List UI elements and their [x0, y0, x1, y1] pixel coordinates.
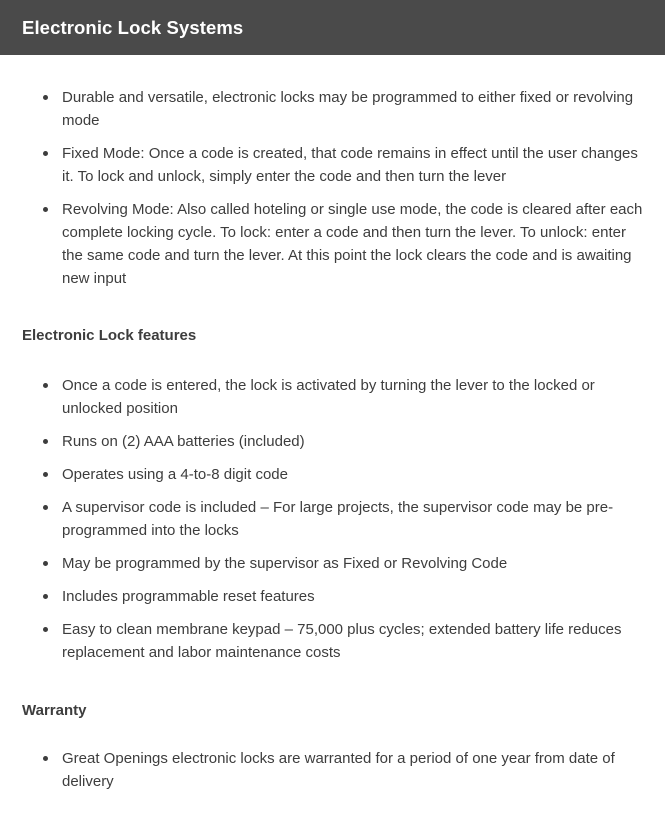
- list-item: [0, 747, 665, 793]
- list-item-text: Operates using a 4-to-8 digit code: [62, 466, 288, 483]
- bullet-icon: [43, 472, 48, 477]
- bullet-icon: [43, 561, 48, 566]
- bullet-icon: [43, 756, 48, 761]
- list-item-text: Once a code is entered, the lock is activated by turning the lever to the locked or unlocked position: [62, 377, 595, 417]
- list-item: [0, 463, 665, 486]
- warranty-list: [0, 747, 665, 793]
- bullet-icon: [43, 505, 48, 510]
- list-item: [0, 142, 665, 188]
- list-item: [0, 198, 665, 290]
- warranty-heading: Warranty: [22, 702, 87, 719]
- list-item-text: May be programmed by the supervisor as Fixed or Revolving Code: [62, 555, 508, 572]
- modes-list: [0, 86, 665, 290]
- page-title: Electronic Lock Systems: [22, 16, 244, 38]
- list-item-text: Durable and versatile, electronic locks may be programmed to either fixed or revolving mode: [62, 89, 634, 129]
- list-item: [0, 86, 665, 132]
- bullet-icon: [43, 207, 48, 212]
- features-section: [0, 374, 665, 674]
- warranty-section: [0, 747, 665, 803]
- list-item-text: Fixed Mode: Once a code is created, that code remains in effect until the user changes it. To lock and unlock, simply enter the code and then turn the lever: [62, 145, 638, 185]
- list-item: [0, 585, 665, 608]
- bullet-icon: [43, 151, 48, 156]
- bullet-icon: [43, 95, 48, 100]
- features-list: [0, 374, 665, 664]
- bullet-icon: [43, 383, 48, 388]
- list-item-text: Easy to clean membrane keypad – 75,000 plus cycles; extended battery life reduces replacement and labor maintenance costs: [62, 621, 622, 661]
- modes-section: [0, 86, 665, 300]
- page-header: [0, 0, 665, 55]
- list-item-text: Runs on (2) AAA batteries (included): [62, 433, 305, 450]
- bullet-icon: [43, 594, 48, 599]
- list-item: [0, 618, 665, 664]
- list-item-text: Revolving Mode: Also called hoteling or single use mode, the code is cleared after each complete locking cycle. To lock: enter a code and then turn the lever. To unlock: enter the same code and turn the lever. At this point the lock clears the code and is awaiting new input: [62, 201, 643, 287]
- list-item-text: Great Openings electronic locks are warranted for a period of one year from date of delivery: [62, 750, 615, 790]
- bullet-icon: [43, 439, 48, 444]
- features-heading: Electronic Lock features: [22, 327, 197, 344]
- list-item: [0, 374, 665, 420]
- list-item-text: A supervisor code is included – For large projects, the supervisor code may be pre-programmed into the locks: [62, 499, 614, 539]
- list-item: [0, 430, 665, 453]
- list-item: [0, 496, 665, 542]
- bullet-icon: [43, 627, 48, 632]
- list-item-text: Includes programmable reset features: [62, 588, 315, 605]
- list-item: [0, 552, 665, 575]
